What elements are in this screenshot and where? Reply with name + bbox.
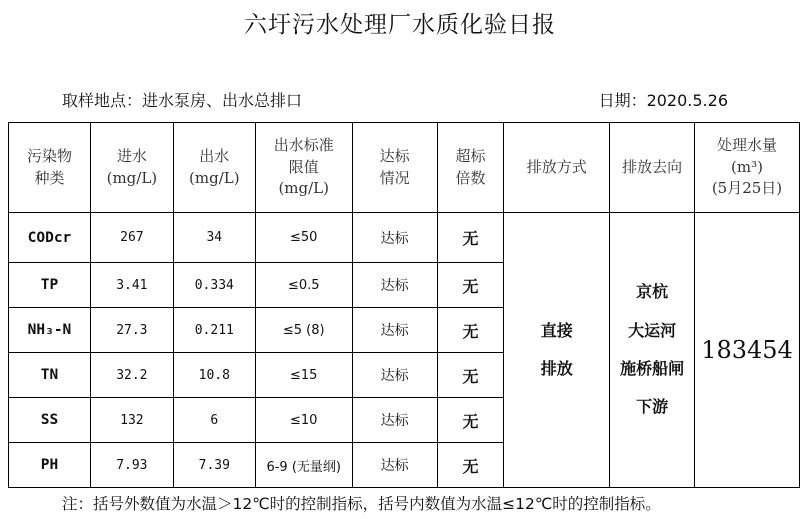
cell-limit: ≤10 (255, 398, 352, 443)
header-pollutant: 污染物 种类 (9, 123, 91, 213)
cell-standard: 达标 (352, 443, 437, 488)
cell-outflow: 0.334 (173, 263, 255, 308)
footnote: 注：括号外数值为水温＞12℃时的控制指标，括号内数值为水温≤12℃时的控制指标。 (62, 495, 661, 513)
header-discharge-method: 排放方式 (504, 123, 610, 213)
cell-exceed: 无 (437, 213, 504, 263)
cell-exceed: 无 (437, 263, 504, 308)
header-volume: 处理水量 (m³) (5月25日) (695, 123, 800, 213)
cell-pollutant: PH (9, 443, 91, 488)
cell-exceed: 无 (437, 398, 504, 443)
cell-limit: ≤5 (8) (255, 308, 352, 353)
header-exceed: 超标 倍数 (437, 123, 504, 213)
cell-pollutant: SS (9, 398, 91, 443)
report-title: 六圩污水处理厂水质化验日报 (244, 12, 556, 38)
cell-discharge-dest: 京杭 大运河 施桥船闸 下游 (610, 213, 695, 488)
header-standard: 达标 情况 (352, 123, 437, 213)
cell-standard: 达标 (352, 263, 437, 308)
sampling-location: 取样地点：进水泵房、出水总排口 (62, 91, 303, 110)
cell-outflow: 0.211 (173, 308, 255, 353)
header-outflow: 出水 (mg/L) (173, 123, 255, 213)
cell-pollutant: NH₃-N (9, 308, 91, 353)
cell-standard: 达标 (352, 213, 437, 263)
cell-inflow: 3.41 (90, 263, 173, 308)
cell-limit: ≤0.5 (255, 263, 352, 308)
cell-limit: ≤15 (255, 353, 352, 398)
cell-standard: 达标 (352, 308, 437, 353)
cell-pollutant: CODcr (9, 213, 91, 263)
cell-inflow: 32.2 (90, 353, 173, 398)
cell-pollutant: TP (9, 263, 91, 308)
cell-inflow: 7.93 (90, 443, 173, 488)
header-discharge-dest: 排放去向 (610, 123, 695, 213)
cell-inflow: 132 (90, 398, 173, 443)
cell-outflow: 10.8 (173, 353, 255, 398)
table-header-row (9, 123, 800, 213)
cell-standard: 达标 (352, 398, 437, 443)
cell-exceed: 无 (437, 443, 504, 488)
water-quality-table (8, 122, 800, 488)
cell-limit: ≤50 (255, 213, 352, 263)
cell-inflow: 267 (90, 213, 173, 263)
cell-outflow: 34 (173, 213, 255, 263)
header-limit: 出水标准 限值 (mg/L) (255, 123, 352, 213)
cell-standard: 达标 (352, 353, 437, 398)
cell-limit: 6-9 (无量纲) (255, 443, 352, 488)
report-date: 日期：2020.5.26 (598, 91, 728, 110)
cell-volume: 183454 (695, 213, 800, 488)
table-row (9, 213, 800, 263)
cell-pollutant: TN (9, 353, 91, 398)
header-inflow: 进水 (mg/L) (90, 123, 173, 213)
cell-exceed: 无 (437, 353, 504, 398)
cell-exceed: 无 (437, 308, 504, 353)
cell-outflow: 6 (173, 398, 255, 443)
cell-discharge-method: 直接 排放 (504, 213, 610, 488)
cell-inflow: 27.3 (90, 308, 173, 353)
cell-outflow: 7.39 (173, 443, 255, 488)
